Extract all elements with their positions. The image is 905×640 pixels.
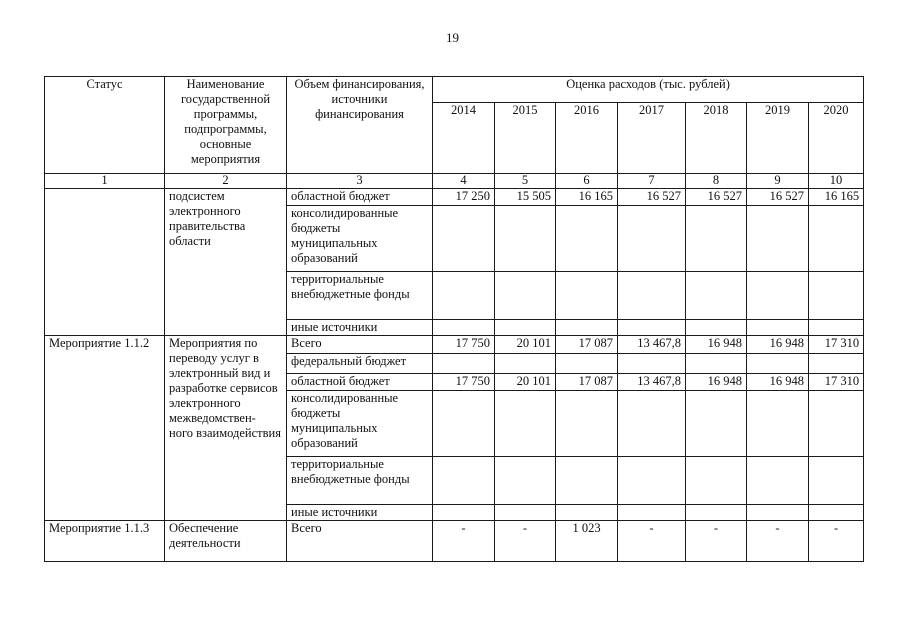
value-cell <box>433 457 495 505</box>
name-cell: Мероприятия по переводу услуг в электронный вид и разработке сервисов электронного межведомствен- ного взаимодействия <box>165 336 287 521</box>
header-year: 2015 <box>495 103 556 174</box>
value-cell: 16 527 <box>747 189 809 206</box>
column-index: 7 <box>618 174 686 189</box>
value-cell <box>809 391 864 457</box>
value-cell <box>809 354 864 374</box>
value-cell: - <box>618 521 686 562</box>
column-index: 1 <box>45 174 165 189</box>
source-cell: областной бюджет <box>287 189 433 206</box>
value-cell <box>495 272 556 320</box>
value-cell <box>809 206 864 272</box>
value-cell <box>747 457 809 505</box>
header-year: 2019 <box>747 103 809 174</box>
header-year: 2020 <box>809 103 864 174</box>
source-cell: иные источники <box>287 505 433 521</box>
header-year: 2017 <box>618 103 686 174</box>
value-cell: 17 087 <box>556 336 618 354</box>
value-cell <box>747 505 809 521</box>
table-row <box>45 521 864 562</box>
status-cell: Мероприятие 1.1.2 <box>45 336 165 521</box>
value-cell <box>495 206 556 272</box>
header-year: 2014 <box>433 103 495 174</box>
value-cell: 17 750 <box>433 374 495 391</box>
value-cell: 20 101 <box>495 374 556 391</box>
value-cell <box>809 272 864 320</box>
value-cell <box>556 320 618 336</box>
source-cell: консолидированные бюджеты муниципальных образований <box>287 206 433 272</box>
table-row <box>45 189 864 206</box>
value-cell <box>686 354 747 374</box>
value-cell: 13 467,8 <box>618 336 686 354</box>
column-index: 2 <box>165 174 287 189</box>
header-status: Статус <box>45 77 165 174</box>
value-cell <box>618 354 686 374</box>
value-cell: 16 948 <box>747 374 809 391</box>
value-cell: 16 948 <box>747 336 809 354</box>
source-cell: иные источники <box>287 320 433 336</box>
value-cell <box>809 320 864 336</box>
value-cell <box>433 320 495 336</box>
value-cell <box>686 505 747 521</box>
value-cell <box>686 391 747 457</box>
name-cell: Обеспечение деятельности <box>165 521 287 562</box>
value-cell <box>433 354 495 374</box>
source-cell: Всего <box>287 521 433 562</box>
value-cell <box>747 354 809 374</box>
source-cell: Всего <box>287 336 433 354</box>
budget-table <box>44 76 864 562</box>
source-cell: областной бюджет <box>287 374 433 391</box>
page-number: 19 <box>446 30 459 45</box>
value-cell <box>618 457 686 505</box>
value-cell: 16 527 <box>618 189 686 206</box>
header-financing: Объем финансирования, источники финансирования <box>287 77 433 174</box>
value-cell: 20 101 <box>495 336 556 354</box>
value-cell <box>556 272 618 320</box>
value-cell <box>556 457 618 505</box>
value-cell: 16 948 <box>686 336 747 354</box>
value-cell <box>686 320 747 336</box>
value-cell <box>495 505 556 521</box>
source-cell: консолидированные бюджеты муниципальных образований <box>287 391 433 457</box>
value-cell: 17 250 <box>433 189 495 206</box>
header-name: Наименование государственной программы, подпрограммы, основные мероприятия <box>165 77 287 174</box>
value-cell: 1 023 <box>556 521 618 562</box>
value-cell <box>495 457 556 505</box>
column-index-row <box>45 174 864 189</box>
value-cell <box>618 320 686 336</box>
value-cell: 17 310 <box>809 336 864 354</box>
column-index: 10 <box>809 174 864 189</box>
value-cell <box>747 391 809 457</box>
value-cell: 13 467,8 <box>618 374 686 391</box>
status-cell: Мероприятие 1.1.3 <box>45 521 165 562</box>
column-index: 9 <box>747 174 809 189</box>
header-year: 2016 <box>556 103 618 174</box>
column-index: 6 <box>556 174 618 189</box>
value-cell <box>556 206 618 272</box>
value-cell: - <box>686 521 747 562</box>
source-cell: федеральный бюджет <box>287 354 433 374</box>
value-cell <box>556 354 618 374</box>
value-cell: 16 527 <box>686 189 747 206</box>
value-cell <box>686 206 747 272</box>
source-cell: территориальные внебюджетные фонды <box>287 457 433 505</box>
header-expenses: Оценка расходов (тыс. рублей) <box>433 77 864 103</box>
value-cell <box>618 272 686 320</box>
header-year: 2018 <box>686 103 747 174</box>
value-cell: 16 165 <box>556 189 618 206</box>
value-cell <box>433 505 495 521</box>
value-cell: 17 310 <box>809 374 864 391</box>
value-cell <box>495 320 556 336</box>
source-cell: территориальные внебюджетные фонды <box>287 272 433 320</box>
value-cell <box>556 505 618 521</box>
value-cell: 15 505 <box>495 189 556 206</box>
value-cell: 16 165 <box>809 189 864 206</box>
column-index: 8 <box>686 174 747 189</box>
value-cell <box>433 206 495 272</box>
status-cell <box>45 189 165 336</box>
value-cell <box>747 272 809 320</box>
column-index: 5 <box>495 174 556 189</box>
value-cell <box>556 391 618 457</box>
value-cell <box>495 391 556 457</box>
value-cell <box>747 206 809 272</box>
value-cell: - <box>747 521 809 562</box>
value-cell <box>433 391 495 457</box>
value-cell <box>495 354 556 374</box>
value-cell <box>618 391 686 457</box>
value-cell <box>686 272 747 320</box>
value-cell: - <box>809 521 864 562</box>
header-row <box>45 77 864 103</box>
value-cell <box>686 457 747 505</box>
value-cell <box>618 505 686 521</box>
column-index: 3 <box>287 174 433 189</box>
value-cell <box>618 206 686 272</box>
value-cell <box>809 457 864 505</box>
value-cell: - <box>433 521 495 562</box>
value-cell: - <box>495 521 556 562</box>
name-cell: подсистем электронного правительства области <box>165 189 287 336</box>
value-cell <box>747 320 809 336</box>
value-cell: 16 948 <box>686 374 747 391</box>
table-row <box>45 336 864 354</box>
column-index: 4 <box>433 174 495 189</box>
value-cell <box>809 505 864 521</box>
value-cell: 17 087 <box>556 374 618 391</box>
value-cell <box>433 272 495 320</box>
value-cell: 17 750 <box>433 336 495 354</box>
